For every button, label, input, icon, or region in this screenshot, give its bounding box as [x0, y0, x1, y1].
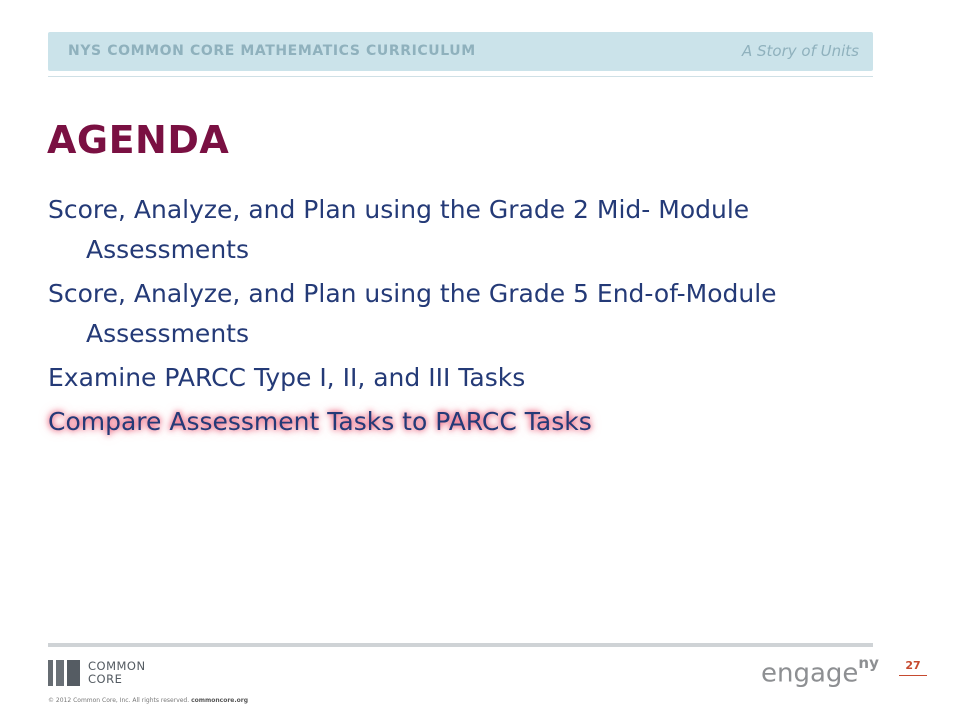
agenda-item-highlighted: Compare Assessment Tasks to PARCC Tasks — [48, 407, 592, 436]
logo-line-core: CORE — [88, 672, 123, 686]
engage-wordmark: engage — [761, 658, 859, 689]
header-divider — [48, 76, 873, 77]
page-number-underline — [899, 675, 927, 676]
logo-bar — [56, 660, 64, 686]
header-bar — [48, 32, 873, 71]
copyright-text: © 2012 Common Core, Inc. All rights reserved. — [48, 697, 190, 704]
agenda-item: Score, Analyze, and Plan using the Grade 2 Mid- Module Assessments — [48, 195, 750, 264]
engageny-logo — [761, 654, 879, 689]
logo-bar — [67, 660, 80, 686]
series-title: A Story of Units — [742, 42, 859, 60]
agenda-item: Examine PARCC Type I, II, and III Tasks — [48, 363, 526, 392]
slide-title: AGENDA — [47, 118, 230, 162]
page-number: 27 — [905, 659, 921, 672]
logo-bar — [48, 660, 53, 686]
copyright-notice — [48, 697, 248, 704]
logo-line-common: COMMON — [88, 659, 146, 673]
copyright-site: commoncore.org — [191, 697, 249, 704]
engage-ny-mark: ny — [858, 654, 879, 672]
curriculum-title: NYS COMMON CORE MATHEMATICS CURRICULUM — [68, 43, 476, 59]
agenda-item: Score, Analyze, and Plan using the Grade 5 End-of-Module Assessments — [48, 279, 777, 348]
agenda-list — [48, 190, 908, 446]
footer-divider — [48, 643, 873, 647]
